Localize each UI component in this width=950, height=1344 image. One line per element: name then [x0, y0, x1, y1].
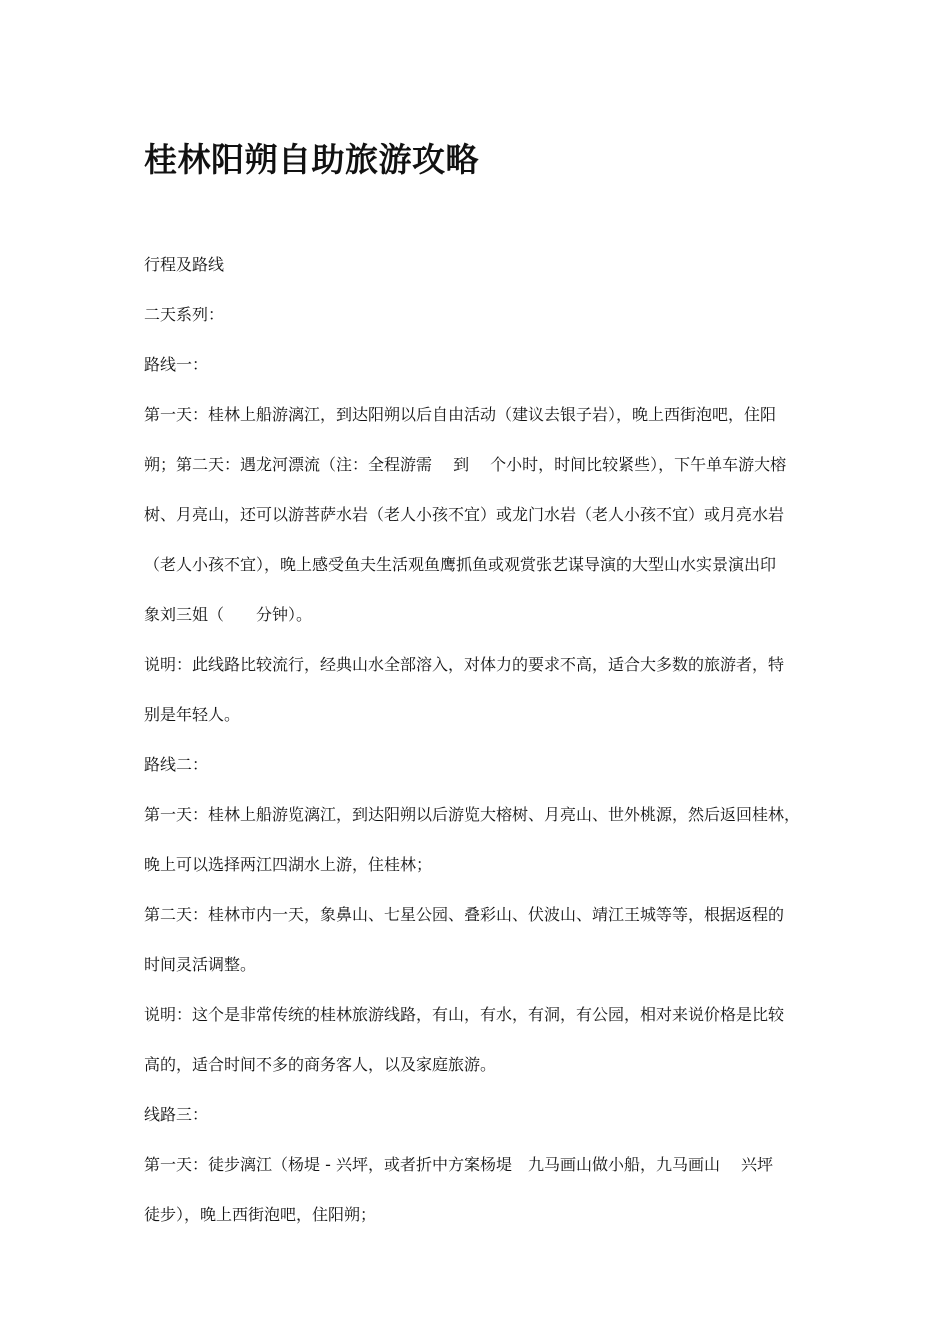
text-line: 第一天：桂林上船游览漓江，到达阳朔以后游览大榕树、月亮山、世外桃源，然后返回桂林， — [144, 805, 801, 824]
paragraph-route-one-heading — [144, 340, 808, 390]
text-line: 晚上可以选择两江四湖水上游，住桂林； — [144, 855, 433, 874]
paragraph-route-two-day-one — [144, 790, 808, 890]
text-line: 路线二： — [144, 755, 209, 774]
text-line: 二天系列： — [144, 305, 225, 324]
paragraph-route-one-note — [144, 640, 808, 740]
paragraph-route-two-day-two — [144, 890, 808, 990]
text-line: 高的，适合时间不多的商务客人，以及家庭旅游。 — [144, 1055, 497, 1074]
document-body — [144, 240, 808, 1240]
paragraph-itinerary-heading — [144, 240, 808, 290]
text-line: 行程及路线 — [144, 255, 225, 274]
text-line: 第一天：徒步漓江（杨堤 - 兴坪，或者折中方案杨堤 九马画山做小船，九马画山 兴坪 — [144, 1155, 774, 1174]
paragraph-route-three-heading — [144, 1090, 808, 1140]
text-line: 路线一： — [144, 355, 209, 374]
text-line: 别是年轻人。 — [144, 705, 241, 724]
paragraph-route-three-day-one — [144, 1140, 808, 1240]
text-line: 说明：此线路比较流行，经典山水全部溶入，对体力的要求不高，适合大多数的旅游者，特 — [144, 655, 785, 674]
document-title: 桂林阳朔自助旅游攻略 — [144, 140, 479, 179]
paragraph-route-one-details — [144, 390, 808, 640]
paragraph-two-day-series — [144, 290, 808, 340]
text-line: 树、月亮山，还可以游菩萨水岩（老人小孩不宜）或龙门水岩（老人小孩不宜）或月亮水岩 — [144, 505, 785, 524]
text-line: 徒步），晚上西街泡吧，住阳朔； — [144, 1205, 377, 1224]
text-line: （老人小孩不宜），晚上感受鱼夫生活观鱼鹰抓鱼或观赏张艺谋导演的大型山水实景演出印 — [144, 555, 777, 574]
text-line: 第二天：桂林市内一天，象鼻山、七星公园、叠彩山、伏波山、靖江王城等等，根据返程的 — [144, 905, 785, 924]
paragraph-route-two-note — [144, 990, 808, 1090]
paragraph-route-two-heading — [144, 740, 808, 790]
text-line: 时间灵活调整。 — [144, 955, 257, 974]
text-line: 象刘三姐（ 分钟）。 — [144, 605, 313, 624]
text-line: 第一天：桂林上船游漓江，到达阳朔以后自由活动（建议去银子岩），晚上西街泡吧，住阳 — [144, 405, 777, 424]
text-line: 朔；第二天：遇龙河漂流（注：全程游需 到 个小时，时间比较紧些），下午单车游大榕 — [144, 455, 787, 474]
text-line: 线路三： — [144, 1105, 209, 1124]
text-line: 说明：这个是非常传统的桂林旅游线路，有山，有水，有洞，有公园，相对来说价格是比较 — [144, 1005, 785, 1024]
